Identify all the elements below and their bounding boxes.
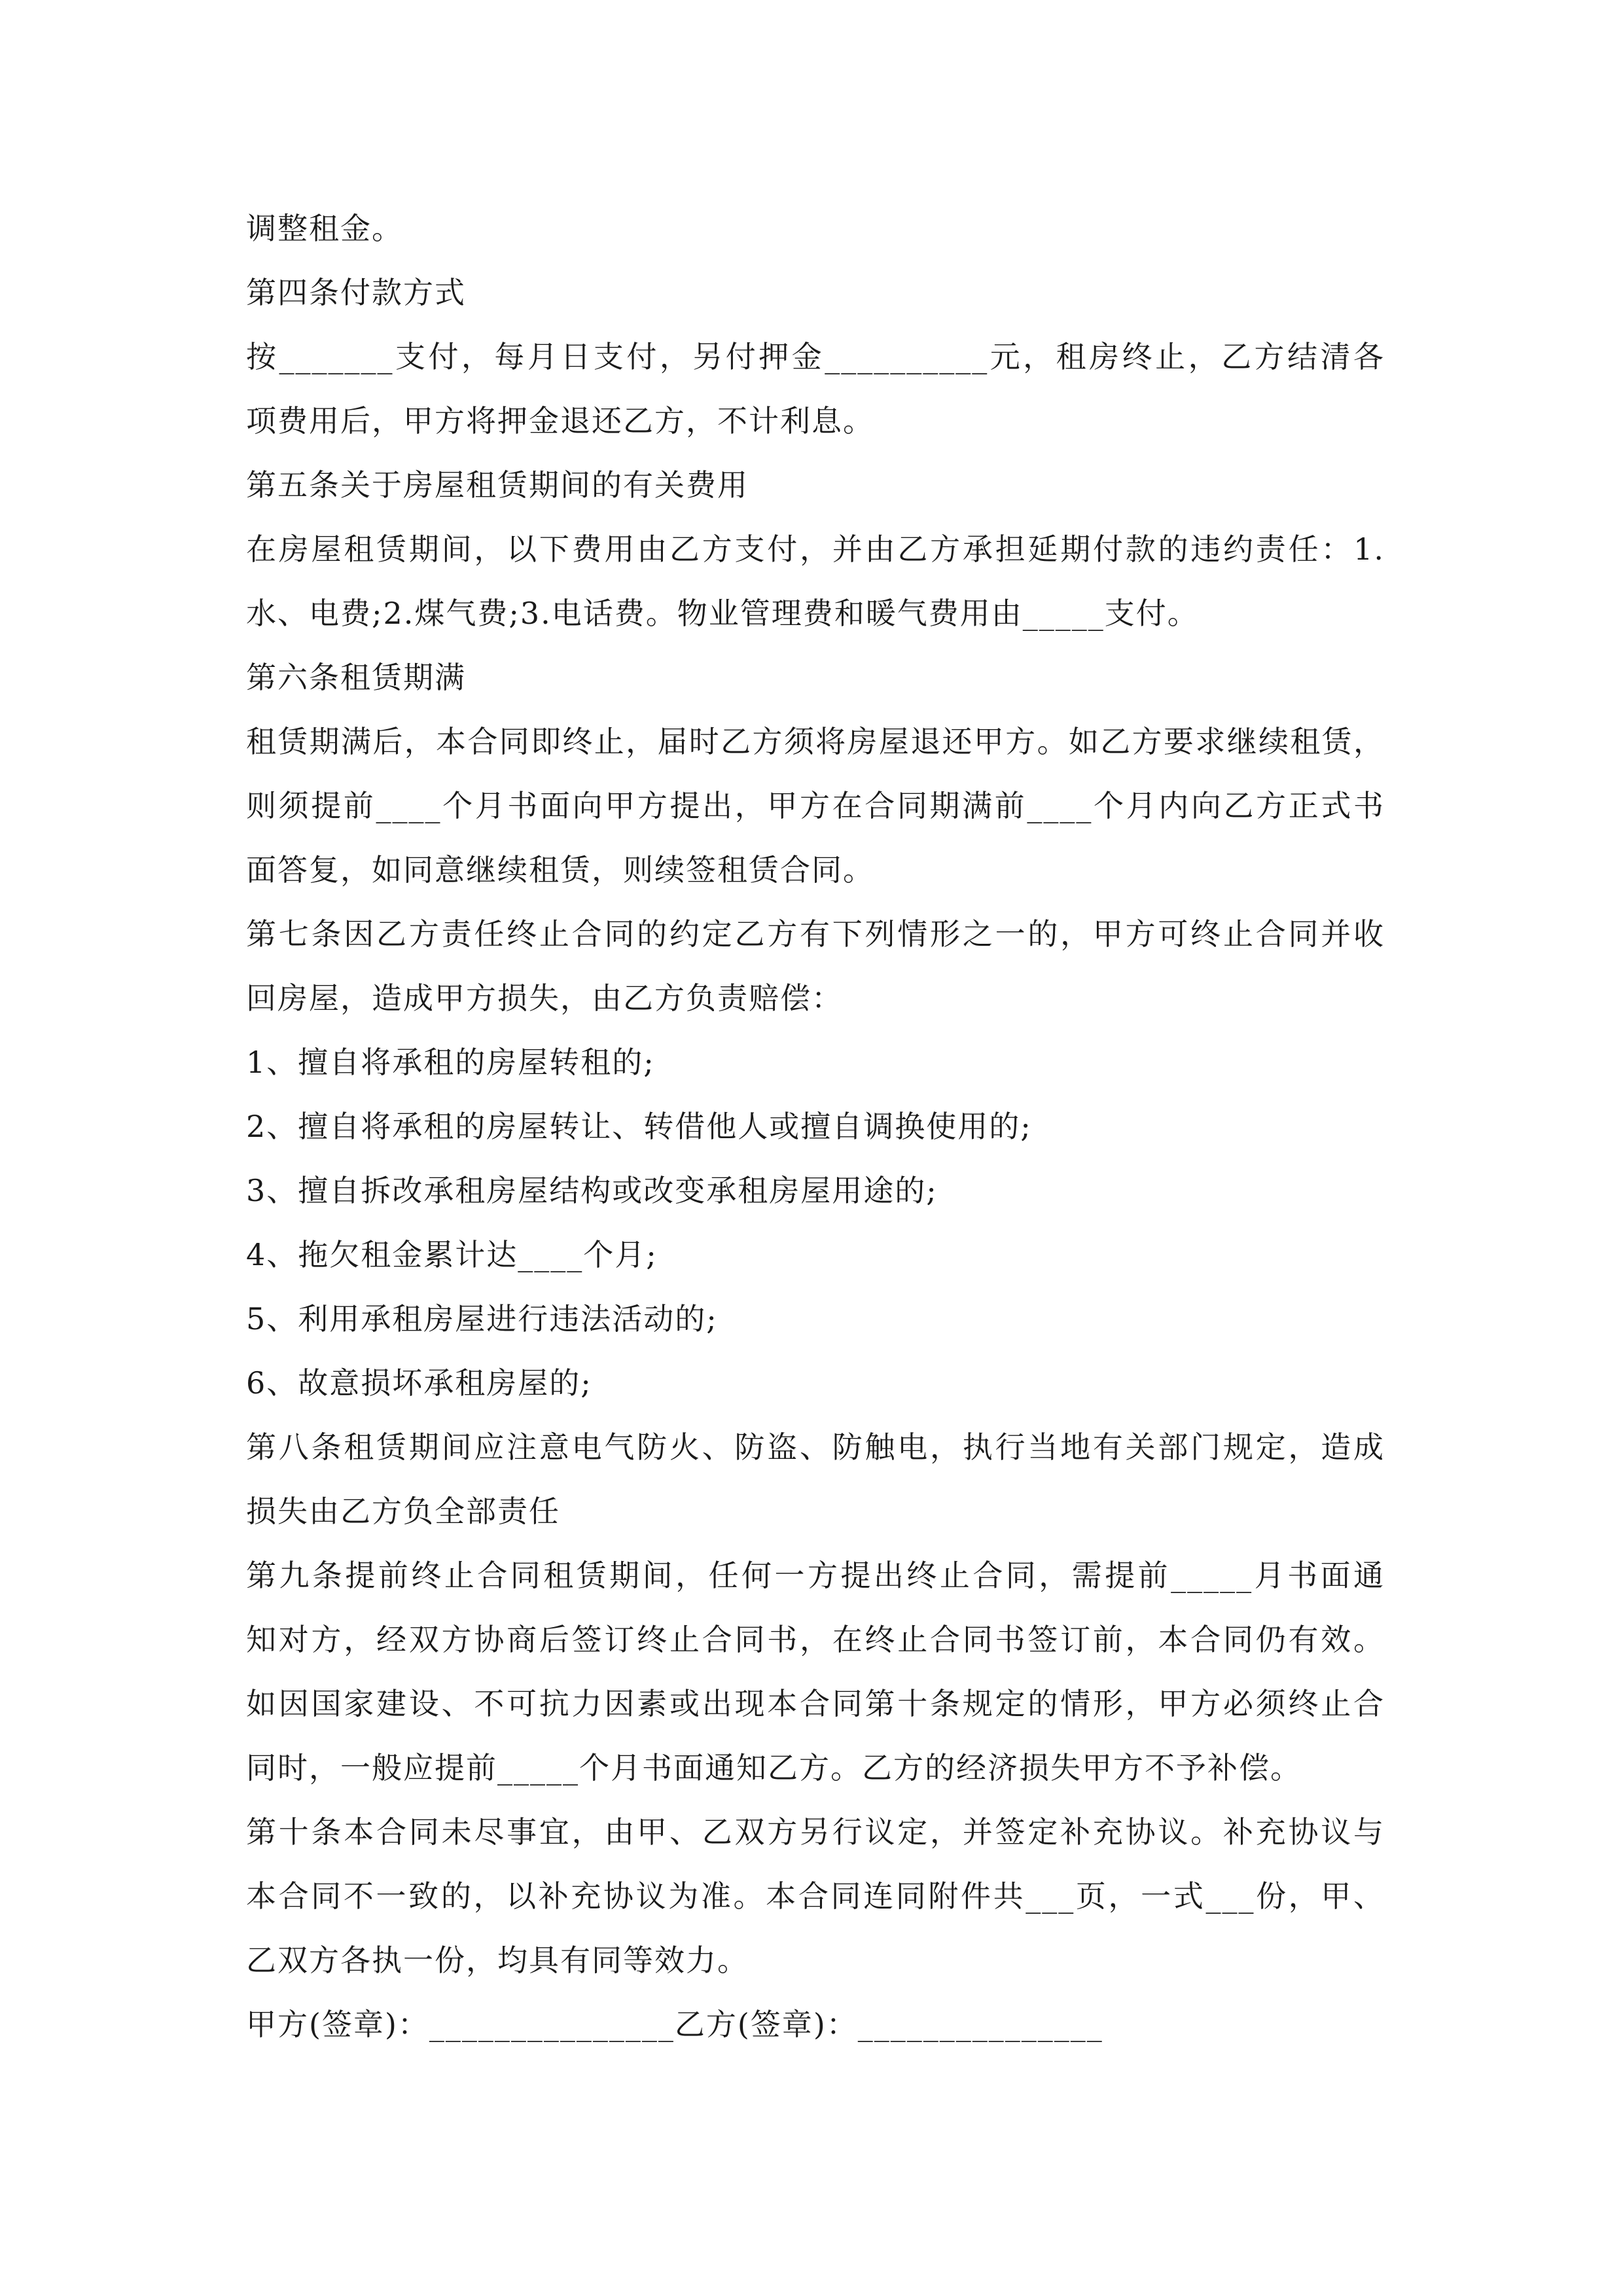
text-line: 按_______支付，每月日支付，另付押金__________元，租房终止，乙方结清各 [246,339,1385,374]
text-line: 调整租金。 [246,211,403,246]
list-item: 2、擅自将承租的房屋转让、转借他人或擅自调换使用的; [246,1109,1032,1144]
text-line: 面答复，如同意继续租赁，则续签租赁合同。 [246,852,874,888]
text-line: 租赁期满后，本合同即终止，届时乙方须将房屋退还甲方。如乙方要求继续租赁， [246,724,1385,759]
section-heading-4: 第四条付款方式 [246,275,466,310]
list-item: 4、拖欠租金累计达____个月; [246,1237,658,1272]
list-item: 3、擅自拆改承租房屋结构或改变承租房屋用途的; [246,1173,938,1208]
text-line: 在房屋租赁期间，以下费用由乙方支付，并由乙方承担延期付款的违约责任：1. [246,531,1385,567]
text-line: 如因国家建设、不可抗力因素或出现本合同第十条规定的情形，甲方必须终止合 [246,1686,1385,1721]
list-item: 1、擅自将承租的房屋转租的; [246,1045,655,1080]
section-heading-10: 第十条本合同未尽事宜，由甲、乙双方另行议定，并签定补充协议。补充协议与 [246,1814,1385,1850]
text-line: 损失由乙方负全部责任 [246,1494,560,1529]
text-line: 则须提前____个月书面向甲方提出，甲方在合同期满前____个月内向乙方正式书 [246,788,1385,823]
signature-line: 甲方(签章)：_______________乙方(签章)：_______________ [246,2007,1103,2042]
text-line: 本合同不一致的，以补充协议为准。本合同连同附件共___页，一式___份，甲、 [246,1878,1385,1914]
text-line: 水、电费;2.煤气费;3.电话费。物业管理费和暖气费用由_____支付。 [246,596,1199,631]
section-heading-7: 第七条因乙方责任终止合同的约定乙方有下列情形之一的，甲方可终止合同并收 [246,916,1385,952]
section-heading-5: 第五条关于房屋租赁期间的有关费用 [246,467,749,503]
section-heading-8: 第八条租赁期间应注意电气防火、防盗、防触电，执行当地有关部门规定，造成 [246,1429,1385,1465]
list-item: 5、利用承租房屋进行违法活动的; [246,1301,718,1336]
text-line: 项费用后，甲方将押金退还乙方，不计利息。 [246,403,874,439]
text-line: 回房屋，造成甲方损失，由乙方负责赔偿： [246,980,843,1016]
text-line: 同时，一般应提前_____个月书面通知乙方。乙方的经济损失甲方不予补偿。 [246,1750,1302,1785]
text-line: 乙双方各执一份，均具有同等效力。 [246,1943,749,1978]
list-item: 6、故意损坏承租房屋的; [246,1365,592,1401]
section-heading-9: 第九条提前终止合同租赁期间，任何一方提出终止合同，需提前_____月书面通 [246,1558,1385,1593]
contract-body [246,196,1385,2056]
section-heading-6: 第六条租赁期满 [246,660,466,695]
text-line: 知对方，经双方协商后签订终止合同书，在终止合同书签订前，本合同仍有效。 [246,1622,1385,1657]
